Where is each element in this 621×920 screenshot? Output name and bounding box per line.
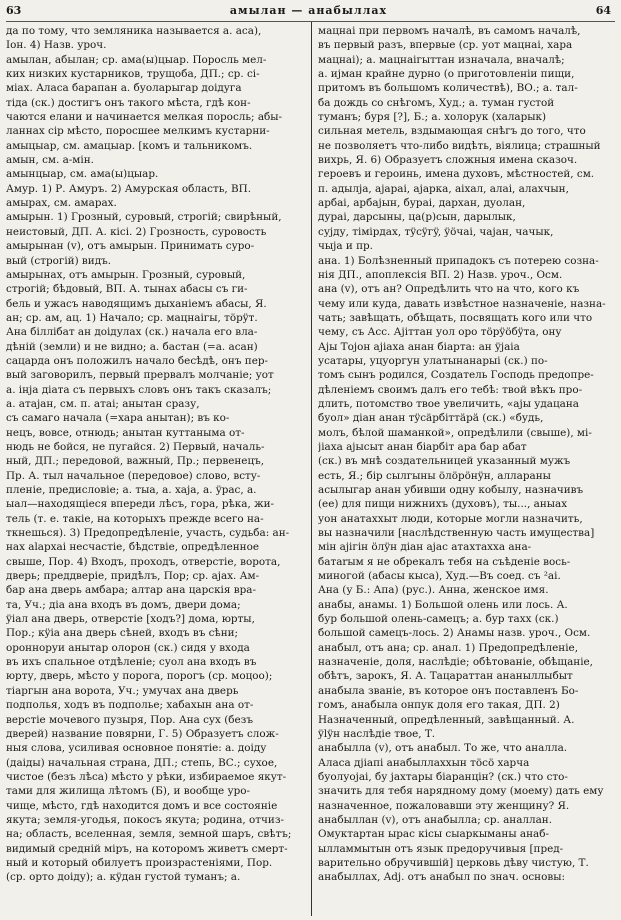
text-line: нюдь не бойся, не пугайся. 2) Первый, началь- bbox=[6, 440, 265, 453]
text-line: длить, потомство твое увеличить, «аjы удацана bbox=[318, 397, 579, 410]
text-line: ана. 1) Болѣзненный припадокъ съ потерею созна- bbox=[318, 254, 599, 267]
text-line: съ самаго начала (=хара анытан); въ ко- bbox=[6, 412, 230, 425]
text-line: ан; ср. ам, ац. 1) Начало; ср. мацнаігы, тöрÿт. bbox=[6, 311, 258, 324]
text-line: чать; завѣщать, обѣщать, посвящать кого или что bbox=[318, 311, 593, 324]
text-line: ылламмытын отъ язык предоручивыя [пред- bbox=[318, 842, 564, 855]
text-line: вый заговорилъ, первый прервалъ молчаніе; уот bbox=[6, 369, 274, 382]
text-line: тами для жилища лѣтомъ (Б), и вообще уро- bbox=[6, 785, 250, 798]
text-line: видимый средній міръ, на которомъ живетъ смерт- bbox=[6, 842, 288, 855]
text-line: Іон. 4) Назв. уроч. bbox=[6, 39, 107, 52]
page-number-right: 64 bbox=[595, 4, 611, 17]
text-line: Аласа дjіапі анабыллаххын тöcö харча bbox=[318, 756, 530, 769]
text-line: нія ДП., апоплексія ВП. 2) Назв. уроч., Осм. bbox=[318, 268, 563, 281]
text-line: Аjы Тоjон аjiаха анан біарта: ан ÿjаіа bbox=[318, 340, 520, 353]
text-line: буолуоjаі, бу jахтары біаранцін? (ск.) что сто- bbox=[318, 770, 568, 783]
text-line: а. атаjан, см. п. атаі; анытан сразу, bbox=[6, 397, 200, 410]
text-line: Ана (у Б.: Апа) (рус.). Анна, женское имя. bbox=[318, 584, 549, 597]
text-line: мацнаі при первомъ началѣ, въ самомъ началѣ, bbox=[318, 25, 581, 37]
text-line: назначенное, пожаловавши эту женщину? Я. bbox=[318, 799, 570, 812]
text-line: вихрь, Я. 6) Образуетъ сложныя имена сказоч. bbox=[318, 154, 578, 167]
text-line: амынцыар, см. ама(ы)цыар. bbox=[6, 168, 159, 181]
text-line: усатары, уцуоргун улатынанарыі (ск.) по- bbox=[318, 354, 548, 367]
left-column bbox=[6, 24, 306, 916]
text-line: тіаргын ана ворота, Уч.; умучах ана дверь bbox=[6, 684, 239, 697]
text-line: въ первый разъ, впервые (ср. уот мацнаі, хара bbox=[318, 39, 573, 52]
text-line: амылан, абылан; ср. ама(ы)цыар. Поросль мел- bbox=[6, 53, 267, 66]
text-line: не позволяетъ что-либо видѣть, віялица; страшный bbox=[318, 139, 601, 152]
text-line: дѣній (земли) и не видно; а. бастан (=а. асан) bbox=[6, 340, 258, 353]
text-line: п. адылja, аjарai, аjарка, аіхал, алаі, алахчын, bbox=[318, 182, 569, 195]
text-line: въ ихъ спальное отдѣленіе; суол ана входъ въ bbox=[6, 656, 257, 669]
text-line: бар ана дверь амбара; алтар ана царскія вра- bbox=[6, 584, 256, 597]
running-title: амылан — анабыллах bbox=[229, 4, 388, 17]
text-line: ный и который обилуетъ произрастеніями, Пор. bbox=[6, 856, 273, 869]
text-line: ких низких кустарников, трущоба, ДП.; ср. сі- bbox=[6, 68, 260, 81]
text-line: амырын. 1) Грозный, суровый, строгій; свирѣный, bbox=[6, 211, 282, 224]
text-line: батаrым я не обрекалъ тебя на съѣденіе вось- bbox=[318, 555, 571, 568]
text-line: чему, съ Асс. Аjіттан уол оро тöрÿöбÿта, ону bbox=[318, 326, 562, 339]
text-line: вы назначили [наслѣдственную часть имущества] bbox=[318, 527, 595, 540]
text-line: Пор.; кÿіа ана дверь сѣней, входъ въ сѣни; bbox=[6, 627, 239, 640]
text-line: Пр. А. тыл начальное (передовое) слово, всту- bbox=[6, 469, 261, 482]
text-line: якута; земля-угодья, покосъ якута; родина, отчиз- bbox=[6, 813, 285, 826]
text-line: анабыл, отъ ана; ср. анал. 1) Предопредѣленіе, bbox=[318, 641, 579, 654]
text-line: (ск.) въ мнѣ создательницей указанный мужъ bbox=[318, 455, 571, 468]
text-line: (ср. орто доіду); а. кÿдан густой туманъ; а. bbox=[6, 871, 241, 884]
text-line: асылыгар анан убивши одну кобылу, назначивъ bbox=[318, 484, 584, 496]
text-line: гомъ, анабыла онпук доля его такая, ДП. 2) bbox=[318, 699, 560, 712]
page-header bbox=[6, 4, 611, 20]
text-line: міах. Аласа барапан а. буоларыгар доідуга bbox=[6, 82, 242, 95]
text-line: ткнешься). 3) Предопредѣленіе, участь, судьба: ан- bbox=[6, 527, 290, 540]
text-line: (ее) для пищи нижнихъ (духовъ), ты..., аныах bbox=[318, 498, 568, 511]
text-line: (даіды) начальная страна, ДП.; степь, ВС.; сухое, bbox=[6, 756, 278, 769]
text-line: а. інjа діата съ первыхъ словъ онъ такъ сказалъ; bbox=[6, 383, 272, 396]
text-line: анабыла званіе, въ которое онъ поставленъ Бо- bbox=[318, 684, 579, 697]
text-line: дурai, дарсыны, ца(р)сын, дарылык, bbox=[318, 211, 516, 224]
text-line: неистовый, ДП. А. кісі. 2) Грозность, суровость bbox=[6, 225, 267, 238]
text-line: буол» діан анан тÿсäрбіттäрä (ск.) «будь, bbox=[318, 412, 544, 425]
text-line: мацнаі); а. мацнаігыттан изначала, вначалѣ; bbox=[318, 53, 565, 66]
text-line: подполья, ходъ въ подполье; хабахын ана от- bbox=[6, 699, 254, 712]
text-line: юрту, дверь, мѣсто у порога, порогъ (ср. моцоо); bbox=[6, 670, 273, 683]
text-line: свыше, Пор. 4) Входъ, проходъ, отверстіе, ворота, bbox=[6, 555, 281, 568]
text-line: суjду, тімірдах, тÿсÿгÿ, ÿöчai, чаjан, чачык, bbox=[318, 225, 554, 238]
text-line: ланнах сір мѣсто, поросшее мелкимъ кустарни- bbox=[6, 125, 270, 138]
text-line: нецъ, вовсе, отнюдь; анытан куттаныма от- bbox=[6, 426, 245, 439]
text-line: чистое (безъ лѣса) мѣсто у рѣки, избираемое якут- bbox=[6, 770, 287, 783]
text-line: пленіе, предисловіе; а. тыа, а. хаjа, а. ÿрас, а. bbox=[6, 484, 257, 496]
text-line: ÿlÿн наслѣдіе твое, Т. bbox=[318, 727, 436, 740]
text-line: строгій; бѣдовый, ВП. А. тынах абасы съ ги- bbox=[6, 283, 248, 296]
text-line: амыцыар, см. амацыар. [комъ и тальникомъ. bbox=[6, 139, 253, 152]
text-line: есть, Я.; бір сылгыны öлöрöнÿн, аллараны bbox=[318, 469, 551, 482]
right-column bbox=[318, 24, 615, 916]
text-line: вый (строгій) видъ. bbox=[6, 254, 112, 267]
text-line: амырах, см. амарах. bbox=[6, 197, 117, 210]
text-line: миногой (абасы кыса), Худ.—Въ соед. съ ²аі. bbox=[318, 570, 561, 583]
text-line: ана (v), отъ ан? Опредѣлить что на что, кого къ bbox=[318, 283, 580, 296]
text-line: анабы, анамы. 1) Большой олень или лось. А. bbox=[318, 598, 568, 611]
text-line: амын, см. а-мін. bbox=[6, 154, 94, 167]
page-number-left: 63 bbox=[6, 4, 22, 17]
text-line: Ана біллібат ан доідулах (ск.) начала его вла- bbox=[6, 326, 258, 339]
text-line: значить для тебя нарядному дому (моему) дать ему bbox=[318, 785, 604, 798]
text-line: анабыллан (v), отъ анабылла; ср. аналлан. bbox=[318, 813, 553, 826]
text-line: сацарда онъ положилъ начало бесѣдѣ, онъ пер- bbox=[6, 354, 269, 367]
text-line: амырынах, отъ амырын. Грозный, суровый, bbox=[6, 268, 246, 281]
text-line: ыал—находящіеся впереди лѣсъ, гора, рѣка, жи- bbox=[6, 498, 275, 511]
text-line: туманъ; буря [?], Б.; а. холорук (халарык) bbox=[318, 111, 547, 124]
text-line: чаются елани и начинается мелкая поросль; абы- bbox=[6, 111, 283, 124]
text-line: дѣленіемъ своимъ далъ его тебѣ: твой вѣкъ про- bbox=[318, 383, 583, 396]
text-line: на; область, вселенная, земля, земной шаръ, свѣтъ; bbox=[6, 828, 292, 841]
text-line: ÿіал ана дверь, отверстіе [ходъ?] дома, юрты, bbox=[6, 613, 255, 626]
text-line: чему или куда, давать извѣстное назначеніе, назна- bbox=[318, 297, 606, 310]
text-line: мін аjігін öлÿн діан аjас атахтаххa ана- bbox=[318, 541, 532, 554]
text-line: дверь; преддверіе, придѣлъ, Пор; ср. аjах. Ам- bbox=[6, 570, 260, 583]
text-line: Амур. 1) Р. Амуръ. 2) Амурская область, ВП. bbox=[6, 182, 252, 195]
text-line: Назначенный, опредѣленный, завѣщанный. А. bbox=[318, 713, 575, 726]
text-line: оронноруи анытар олорон (ск.) сидя у входа bbox=[6, 641, 250, 654]
column-divider bbox=[311, 22, 312, 916]
text-line: Омуктартан ырас кісы сыаркыманы анаб- bbox=[318, 828, 549, 841]
text-line: тіда (ск.) достигъ онъ такого мѣста, гдѣ кон- bbox=[6, 96, 251, 109]
text-line: а. иjман крайне дурно (о приготовленіи пищи, bbox=[318, 68, 575, 81]
text-line: та, Уч.; діа ана входъ въ домъ, двери дома; bbox=[6, 598, 241, 611]
text-line: варительно обручившій] церковь дѣву чистую, Т. bbox=[318, 856, 589, 869]
text-line: чыjа и пр. bbox=[318, 240, 373, 253]
text-line: молъ, бѣлой шаманкой», опредѣлили (свыше), мі- bbox=[318, 426, 592, 439]
text-line: ныя слова, усиливая основное понятіе: а. доіду bbox=[6, 742, 267, 755]
text-line: героевъ и героинь, имена духовъ, мѣстностей, см. bbox=[318, 168, 595, 181]
text-line: чище, мѣсто, гдѣ находится домъ и все состояніе bbox=[6, 799, 278, 812]
text-line: ный, ДП.; передовой, важный, Пр.; первенецъ, bbox=[6, 455, 265, 468]
text-line: тель (т. е. такіе, на которыхъ прежде всего на- bbox=[6, 512, 264, 525]
text-line: ба дождь со снѣгомъ, Худ.; а. туман густой bbox=[318, 96, 555, 109]
text-line: бур большой олень-самецъ; а. бур тахх (ск.) bbox=[318, 613, 559, 626]
text-line: уон анатаххыт люди, которые могли назначить, bbox=[318, 512, 583, 525]
text-line: арбаі, арбаjын, бурai, дархан, дуолан, bbox=[318, 197, 526, 210]
text-line: большой самецъ-лось. 2) Анамы назв. уроч., Осм. bbox=[318, 627, 591, 640]
text-line: амырынан (v), отъ амырын. Принимать суро- bbox=[6, 240, 255, 253]
text-line: обѣтъ, зарокъ, Я. А. Тацараттан ананыллыбыт bbox=[318, 670, 573, 683]
text-line: анабылла (v), отъ анабыл. То же, что аналла. bbox=[318, 742, 568, 755]
text-line: сильная метель, вздымающая снѣгъ до того, что bbox=[318, 125, 586, 138]
text-line: верстіе мочевого пузыря, Пор. Ана сух (безъ bbox=[6, 713, 253, 726]
text-line: jiаха аjысыт анан біарбіт ара бар абат bbox=[318, 440, 527, 453]
text-line: бель и ужасъ наводящимъ дыханіемъ абасы, Я. bbox=[6, 297, 267, 310]
text-line: притомъ въ большомъ количествѣ), ВО.; а. тал- bbox=[318, 82, 578, 95]
text-line: анабыллах, Adj. отъ анабыл по знач. основы: bbox=[318, 871, 565, 884]
text-line: назначеніе, доля, наслѣдіе; обѣтованіе, обѣщаніе, bbox=[318, 656, 593, 669]
text-line: дверей) название повярни, Г. 5) Образуетъ слож- bbox=[6, 727, 279, 740]
text-line: томъ сынъ родился, Создатель Господь предопре- bbox=[318, 369, 594, 382]
text-line: нах аlархаі несчастіе, бѣдствіе, опредѣленное bbox=[6, 541, 259, 554]
text-line: да по тому, что земляника называется а. аса), bbox=[6, 25, 262, 37]
